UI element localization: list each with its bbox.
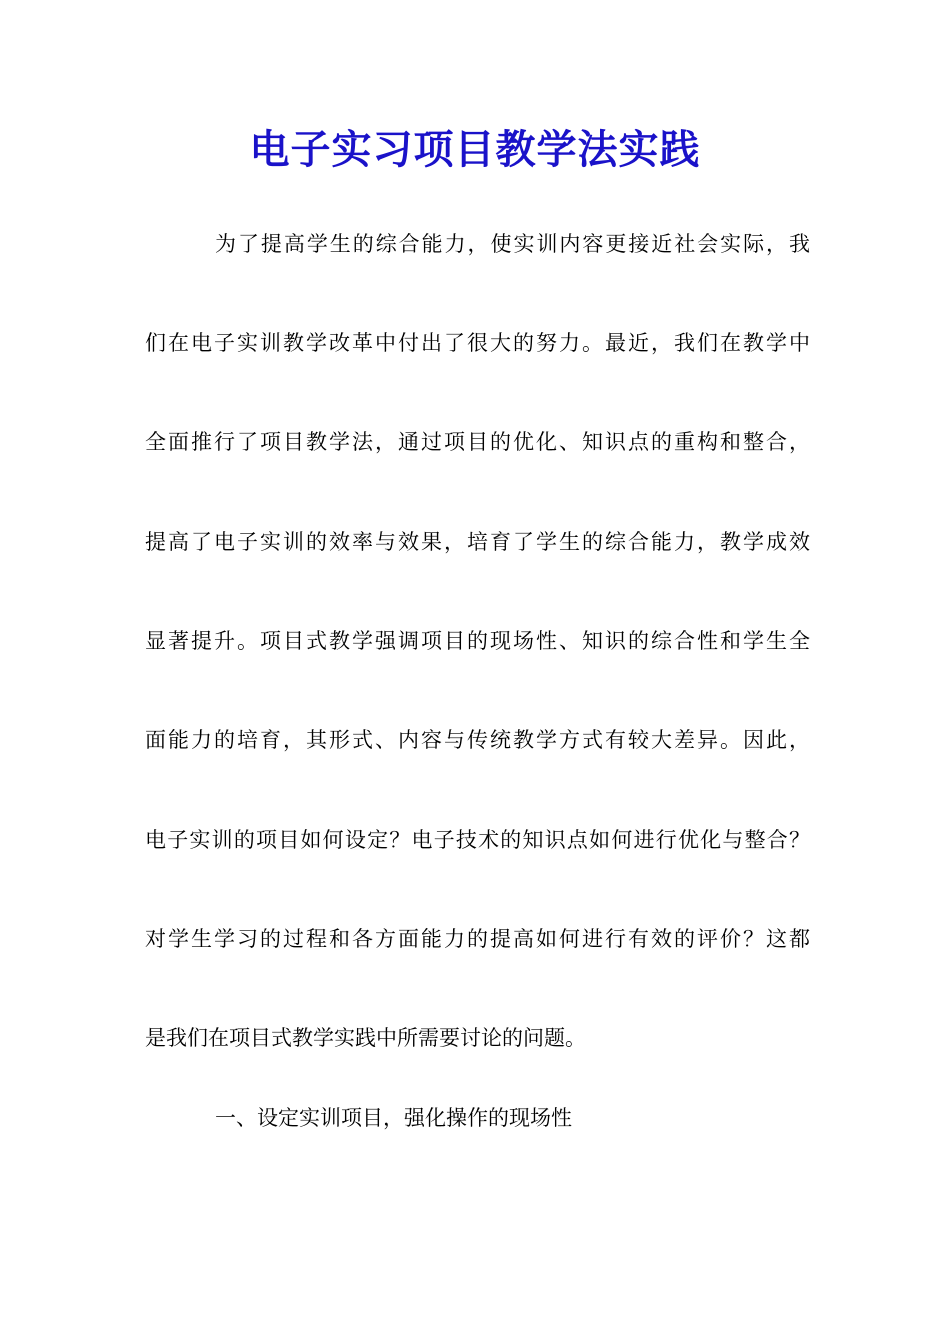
paragraph-line: 面能力的培育，其形式、内容与传统教学方式有较大差异。因此， (145, 728, 810, 752)
paragraph-line: 全面推行了项目教学法，通过项目的优化、知识点的重构和整合， (145, 430, 810, 454)
paragraph-line: 们在电子实训教学改革中付出了很大的努力。最近，我们在教学中 (145, 331, 810, 355)
paragraph-line: 对学生学习的过程和各方面能力的提高如何进行有效的评价？这都 (145, 927, 810, 951)
document-title: 电子实习项目教学法实践 (249, 126, 701, 173)
paragraph-line: 显著提升。项目式教学强调项目的现场性、知识的综合性和学生全 (145, 629, 810, 653)
section-heading: 一、设定实训项目，强化操作的现场性 (215, 1106, 572, 1130)
paragraph-line-last: 是我们在项目式教学实践中所需要讨论的问题。 (145, 1026, 586, 1050)
paragraph-line: 电子实训的项目如何设定？电子技术的知识点如何进行优化与整合？ (145, 828, 810, 852)
paragraph-line: 提高了电子实训的效率与效果，培育了学生的综合能力，教学成效 (145, 530, 810, 554)
paragraph-line: 为了提高学生的综合能力，使实训内容更接近社会实际，我 (215, 232, 810, 256)
